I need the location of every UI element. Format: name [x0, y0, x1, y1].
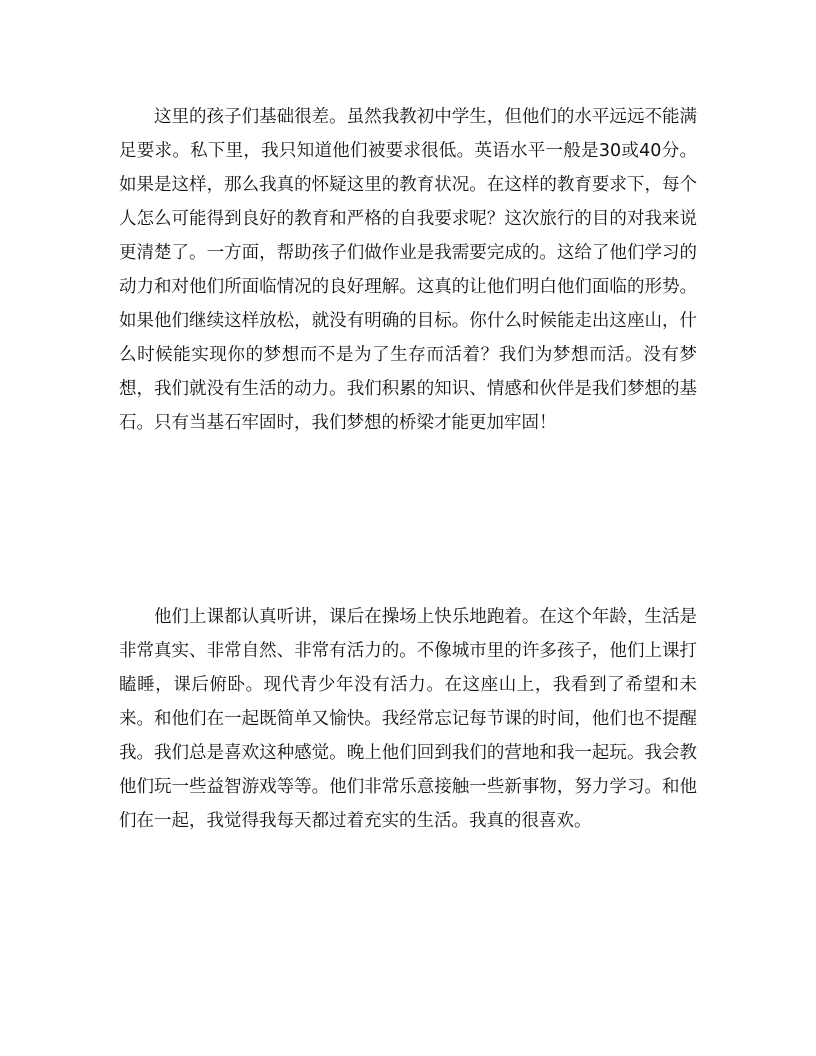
- paragraph-1-text: 这里的孩子们基础很差。虽然我教初中学生，但他们的水平远远不能满足要求。私下里，我只知道他们被要求很低。英语水平一般是30或40分。如果是这样，那么我真的怀疑这里的教育状况。在这样的教育要求下，每个人怎么可能得到良好的教育和严格的自我要求呢？这次旅行的目的对我来说更清楚了。一方面，帮助孩子们做作业是我需要完成的。这给了他们学习的动力和对他们所面临情况的良好理解。这真的让他们明白他们面临的形势。如果他们继续这样放松，就没有明确的目标。你什么时候能走出这座山，什么时候能实现你的梦想而不是为了生存而活着？我们为梦想而活。没有梦想，我们就没有生活的动力。我们积累的知识、情感和伙伴是我们梦想的基石。只有当基石牢固时，我们梦想的桥梁才能更加牢固！: [119, 107, 697, 433]
- paragraph-2-text: 他们上课都认真听讲，课后在操场上快乐地跑着。在这个年龄，生活是非常真实、非常自然、非常有活力的。不像城市里的许多孩子，他们上课打瞌睡，课后俯卧。现代青少年没有活力。在这座山上，我看到了希望和未来。和他们在一起既简单又愉快。我经常忘记每节课的时间，他们也不提醒我。我们总是喜欢这种感觉。晚上他们回到我们的营地和我一起玩。我会教他们玩一些益智游戏等等。他们非常乐意接触一些新事物，努力学习。和他们在一起，我觉得我每天都过着充实的生活。我真的很喜欢。: [119, 607, 697, 831]
- paragraph-2: [119, 600, 697, 838]
- paragraph-1: [119, 100, 697, 440]
